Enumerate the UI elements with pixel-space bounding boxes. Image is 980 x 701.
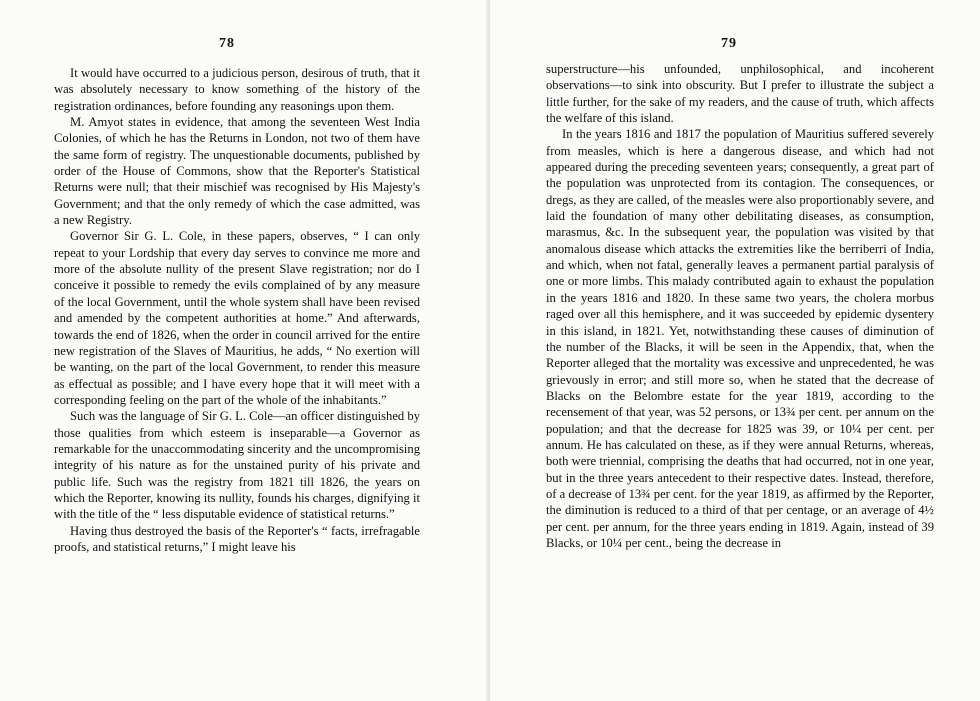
- left-page-text: [54, 65, 420, 555]
- paragraph: superstructure—his unfounded, unphilosophical, and incoherent observations—to sink into obscurity. But I prefer to illustrate the subject a little further, for the sake of my readers, and the cause of truth, which affects the welfare of this island.: [546, 62, 934, 126]
- paragraph: Governor Sir G. L. Cole, in these papers, observes, “ I can only repeat to your Lordship that every day serves to convince me more and more of the absolute nullity of the present Slave registration; nor do I conceive it possible to remedy the evils complained of by any measure of the local Government, until the whole system shall have been revised and amended by the competent authorities at home.” And afterwards, towards the end of 1826, when the order in council arrived for the entire new registration of the Slaves of Mauritius, he adds, “ No exertion will be wanting, on the part of the local Government, to render this measure as effectual as possible; and I have every hope that it will meet with a corresponding feeling on the part of the whole of the inhabitants.”: [54, 229, 420, 407]
- page-number-left: 78: [219, 36, 235, 51]
- paragraph: Having thus destroyed the basis of the Reporter's “ facts, irrefragable proofs, and statistical returns,” I might leave his: [54, 523, 420, 554]
- paragraph: It would have occurred to a judicious person, desirous of truth, that it was absolutely necessary to know something of the history of the registration ordinances, before founding any reasonings upon them.: [54, 66, 420, 113]
- right-page: [490, 0, 980, 701]
- paragraph: In the years 1816 and 1817 the population of Mauritius suffered severely from measles, which is here a dangerous disease, and which had not appeared during the preceding seventeen years; consequently, a great part of the population was unprotected from its contagion. The consequences, or dregs, as they are called, of the measles were also proportionably severe, and laid the foundation of many other debilitating diseases, as consumption, marasmus, &c. In the subsequent year, the population was visited by that anomalous disease which attacks the extremities like the berriberri of India, and which, when not fatal, generally leaves a permanent partial paralysis of one or more limbs. This malady contributed again to exhaust the population in the years 1816 and 1820. In these same two years, the cholera morbus raged over all this hemisphere, and it was succeeded by epidemic dysentery in this island, in 1821. Yet, notwithstanding these causes of diminution of the number of the Blacks, it will be seen in the Appendix, that, when the Reporter alleged that the mortality was excessive and unprecedented, he was grievously in error; and still more so, when he stated that the decrease of Blacks on the Belombre estate for the year 1819, according to the recensement of that year, was 52 persons, or 13¾ per cent. per annum on the population; and that the decrease for 1825 was 39, or 10¼ per cent. per annum. He has calculated on these, as if they were annual Returns, whereas, both were triennial, comprising the deaths that had occurred, not in one year, but in the three years antecedent to their respective dates. Instead, therefore, of a decrease of 13¾ per cent. for the year 1819, as affirmed by the Reporter, the diminution is reduced to a third of that per centage, or an average of 4½ per cent. per annum, for the three years ending in 1819. Again, instead of 39 Blacks, or 10¼ per cent., being the decrease in: [546, 127, 934, 550]
- right-page-text: [546, 61, 934, 551]
- page-number-right: 79: [721, 36, 737, 51]
- paragraph: M. Amyot states in evidence, that among the seventeen West India Colonies, of which he has the Returns in London, not two of them have the same form of registry. The unquestionable documents, published by order of the House of Commons, show that the Reporter's Statistical Returns were null; that their mischief was recognised by His Majesty's Government; and that the only remedy of which the case admitted, was a new Registry.: [54, 115, 420, 228]
- paragraph: Such was the language of Sir G. L. Cole—an officer distinguished by those qualities from which esteem is inseparable—a Governor as remarkable for the unaccommodating sincerity and the uncompromising integrity of his nature as for the unstained purity of his private and public life. Such was the registry from 1821 till 1826, the years on which the Reporter, knowing its nullity, founds his charges, dignifying it with the title of the “ less disputable evidence of statistical returns.”: [54, 409, 420, 522]
